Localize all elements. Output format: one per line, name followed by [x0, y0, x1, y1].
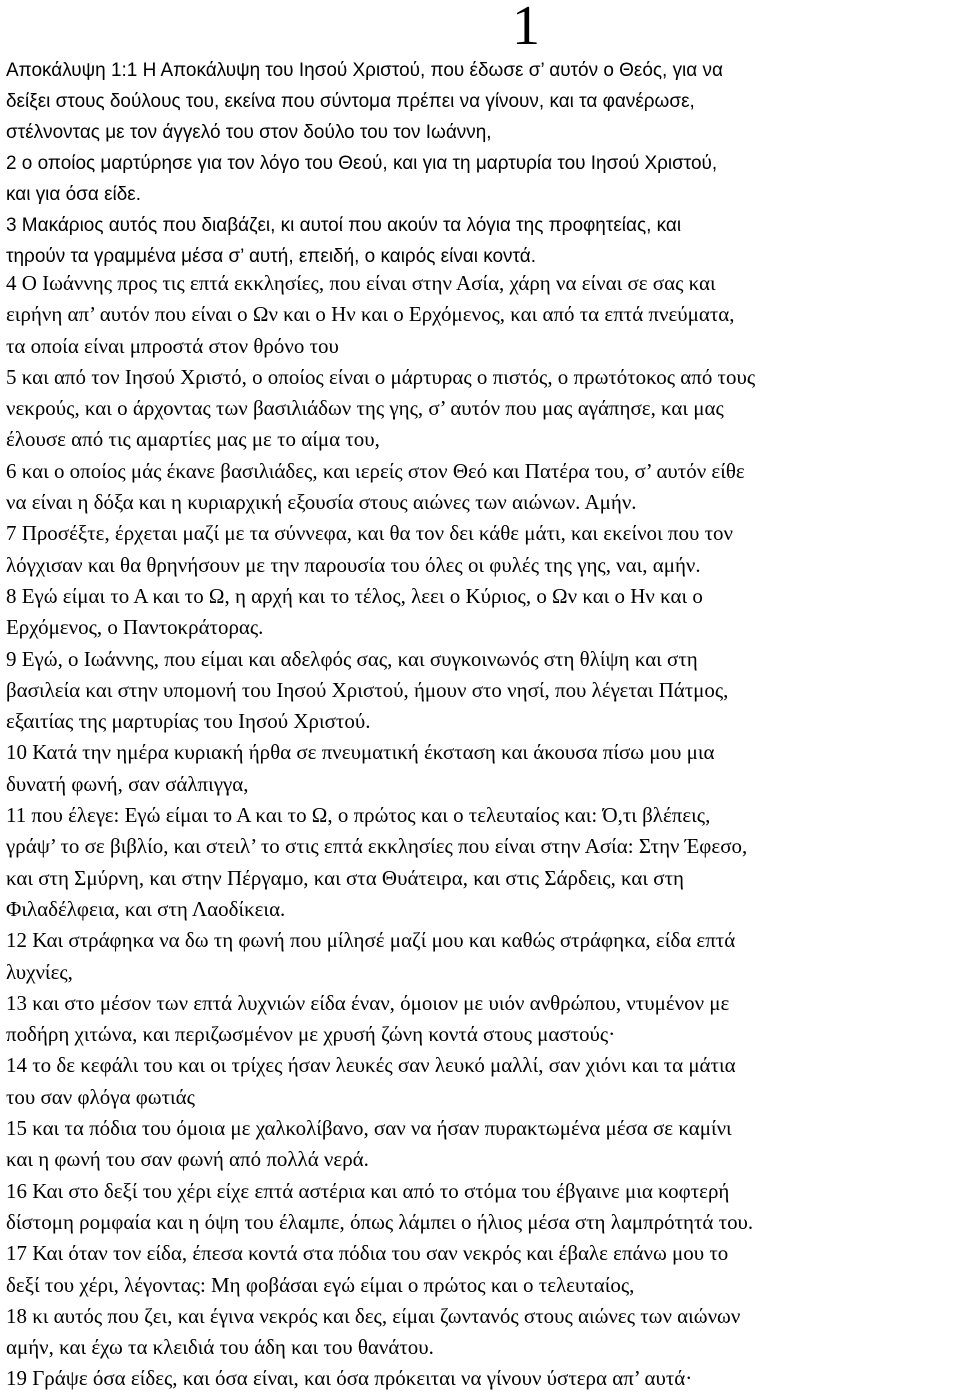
text-line: 4 Ο Ιωάννης προς τις επτά εκκλησίες, που είναι στην Ασία, χάρη να είναι σε σας και	[6, 271, 716, 295]
text-line: λυχνίες,	[6, 959, 73, 984]
text-line: εξαιτίας της μαρτυρίας του Ιησού Χριστού.	[6, 709, 371, 734]
text-line: 14 το δε κεφάλι του και οι τρίχες ήσαν λευκές σαν λευκό μαλλί, σαν χιόνι και τα μάτια	[6, 1053, 736, 1078]
text-line: λόγχισαν και θα θρηνήσουν με την παρουσία του όλες οι φυλές της γης, ναι, αμήν.	[6, 552, 701, 577]
text-line: 17 Και όταν τον είδα, έπεσα κοντά στα πόδια του σαν νεκρός και έβαλε επάνω μου το	[6, 1241, 729, 1266]
text-line: 13 και στο μέσον των επτά λυχνιών είδα έναν, όμοιον με υιόν ανθρώπου, ντυμένον με	[6, 990, 730, 1015]
text-line: 9 Εγώ, ο Ιωάννης, που είμαι και αδελφός σας, και συγκοινωνός στη θλίψη και στη	[6, 646, 698, 671]
text-line: τα οποία είναι μπροστά στον θρόνο του	[6, 333, 339, 358]
text-line: ποδήρη χιτώνα, και περιζωσμένον με χρυσή ζώνη κοντά στους μαστούς·	[6, 1022, 616, 1047]
text-line: 5 και από τον Ιησού Χριστό, ο οποίος είναι ο μάρτυρας ο πιστός, ο πρωτότοκος από τους	[6, 364, 756, 389]
text-line: Φιλαδέλφεια, και στη Λαοδίκεια.	[6, 896, 286, 921]
text-line: 3 Μακάριος αυτός που διαβάζει, κι αυτοί που ακούν τα λόγια της προφητείας, και	[6, 215, 682, 236]
text-line: και για όσα είδε.	[6, 184, 142, 205]
text-line: δίστομη ρομφαία και η όψη του έλαμπε, όπως λάμπει ο ήλιος μέσα στη λαμπρότητά του.	[6, 1209, 754, 1234]
text-line: 19 Γράψε όσα είδες, και όσα είναι, και όσα πρόκειται να γίνουν ύστερα απ’ αυτά·	[6, 1366, 693, 1391]
text-line: 15 και τα πόδια του όμοια με χαλκολίβανο, σαν να ήσαν πυρακτωμένα μέσα σε καμίνι	[6, 1116, 732, 1141]
text-line: τηρούν τα γραμμένα μέσα σ’ αυτή, επειδή, ο καιρός είναι κοντά.	[6, 246, 536, 267]
text-line: Ερχόμενος, ο Παντοκράτορας.	[6, 615, 264, 640]
text-line: δείξει στους δούλους του, εκείνα που σύντομα πρέπει να γίνουν, και τα φανέρωσε,	[6, 91, 695, 112]
text-line: ειρήνη απ’ αυτόν που είναι ο Ων και ο Ην και ο Ερχόμενος, και από τα επτά πνεύματα,	[6, 302, 735, 327]
text-line: του σαν φλόγα φωτιάς	[6, 1084, 195, 1109]
text-line: γράψ’ το σε βιβλίο, και στειλ’ το στις επτά εκκλησίες που είναι στην Ασία: Στην Έφεσο,	[6, 834, 748, 859]
text-line: 18 κι αυτός που ζει, και έγινα νεκρός και δες, είμαι ζωντανός στους αιώνες των αιώνων	[6, 1303, 741, 1328]
text-line: αμήν, και έχω τα κλειδιά του άδη και του θανάτου.	[6, 1335, 434, 1360]
text-line: και η φωνή του σαν φωνή από πολλά νερά.	[6, 1147, 369, 1172]
text-line: 8 Εγώ είμαι το Α και το Ω, η αρχή και το τέλος, λεει ο Κύριος, ο Ων και ο Ην και ο	[6, 583, 703, 608]
text-line: 10 Κατά την ημέρα κυριακή ήρθα σε πνευματική έκσταση και άκουσα πίσω μου μια	[6, 740, 715, 765]
text-line: στέλνοντας με τον άγγελό του στον δούλο του τον Ιωάννη,	[6, 122, 492, 143]
text-line: να είναι η δόξα και η κυριαρχική εξουσία στους αιώνες των αιώνων. Αμήν.	[6, 490, 637, 515]
text-line: 7 Προσέξτε, έρχεται μαζί με τα σύννεφα, και θα τον δει κάθε μάτι, και εκείνοι που τον	[6, 521, 733, 546]
text-line: νεκρούς, και ο άρχοντας των βασιλιάδων της γης, σ’ αυτόν που μας αγάπησε, και μας	[6, 396, 724, 421]
text-line: και στη Σμύρνη, και στην Πέργαμο, και στα Θυάτειρα, και στις Σάρδεις, και στη	[6, 865, 684, 890]
text-line: δυνατή φωνή, σαν σάλπιγγα,	[6, 771, 249, 796]
page-number: 1	[512, 0, 540, 57]
text-line: 16 Και στο δεξί του χέρι είχε επτά αστέρια και από το στόμα του έβγαινε μια κοφτερή	[6, 1178, 730, 1203]
text-line: έλουσε από τις αμαρτίες μας με το αίμα του,	[6, 427, 380, 452]
text-line: 6 και ο οποίος μάς έκανε βασιλιάδες, και ιερείς στον Θεό και Πατέρα του, σ’ αυτόν είθε	[6, 458, 745, 483]
text-line: Αποκάλυψη 1:1 Η Αποκάλυψη του Ιησού Χριστού, που έδωσε σ’ αυτόν ο Θεός, για να	[6, 60, 723, 81]
text-line: 12 Και στράφηκα να δω τη φωνή που μίλησέ μαζί μου και καθώς στράφηκα, είδα επτά	[6, 928, 736, 953]
serif-text-block	[6, 268, 958, 1395]
text-line: 11 που έλεγε: Εγώ είμαι το Α και το Ω, ο πρώτος και ο τελευταίος και: Ό,τι βλέπεις,	[6, 803, 711, 828]
text-line: βασιλεία και στην υπομονή του Ιησού Χριστού, ήμουν στο νησί, που λέγεται Πάτμος,	[6, 677, 729, 702]
text-line: 2 ο οποίος μαρτύρησε για τον λόγο του Θεού, και για τη μαρτυρία του Ιησού Χριστού,	[6, 153, 718, 174]
text-line: δεξί του χέρι, λέγοντας: Μη φοβάσαι εγώ είμαι ο πρώτος και ο τελευταίος,	[6, 1272, 635, 1297]
sans-text-block	[6, 55, 958, 272]
